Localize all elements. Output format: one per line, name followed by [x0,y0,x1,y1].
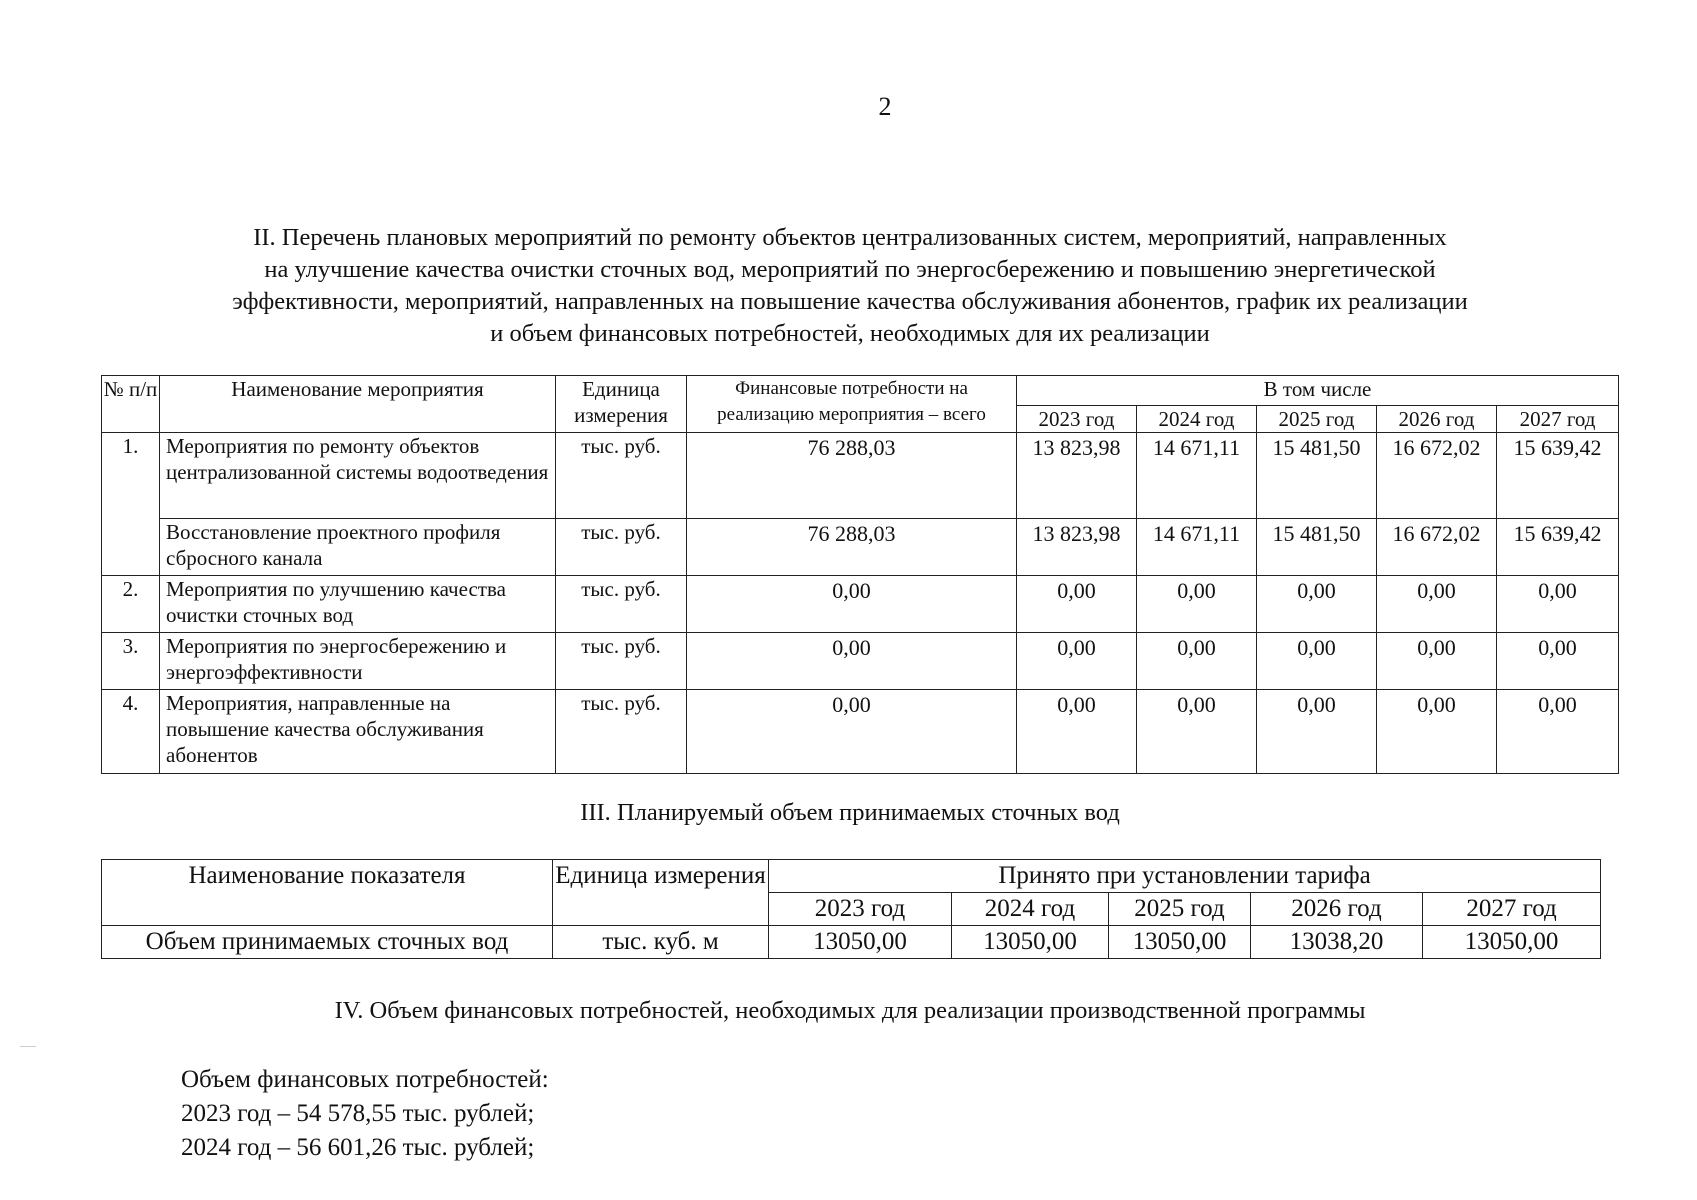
volume-header-year: 2025 год [1109,893,1251,926]
scan-mark [20,1046,36,1047]
section-4-heading: IV. Объем финансовых потребностей, необходимых для реализации производственной программы [334,997,1366,1024]
table-row [102,519,1619,576]
volume-unit: тыс. куб. м [553,926,769,959]
row-num: 4. [102,690,160,774]
volume-header-row [102,860,1601,893]
section-2-heading-line: на улучшение качества очистки сточных вод, мероприятий по энергосбережению и повышению энергетической [264,256,1436,283]
table-row [102,576,1619,633]
row-year-value: 15 639,42 [1497,519,1619,576]
row-num: 2. [102,576,160,633]
row-total: 0,00 [687,690,1017,774]
header-year: 2023 год [1017,406,1137,433]
row-year-value: 0,00 [1377,690,1497,774]
row-year-value: 15 639,42 [1497,433,1619,519]
header-year: 2024 год [1137,406,1257,433]
row-name: Мероприятия, направленные на повышение качества обслуживания абонентов [160,690,556,774]
finance-summary [181,1063,549,1165]
row-year-value: 0,00 [1497,576,1619,633]
volume-table [101,859,1601,959]
row-total: 0,00 [687,633,1017,690]
section-2-heading-line: эффективности, мероприятий, направленных на повышение качества обслуживания абонентов, график их реализации [232,288,1468,315]
row-year-value: 16 672,02 [1377,519,1497,576]
row-unit: тыс. руб. [556,519,687,576]
row-total: 76 288,03 [687,519,1017,576]
row-name: Мероприятия по улучшению качества очистки сточных вод [160,576,556,633]
finance-line: 2024 год – 56 601,26 тыс. рублей; [181,1134,535,1161]
header-year: 2025 год [1257,406,1377,433]
row-total: 0,00 [687,576,1017,633]
section-2-heading-line: и объем финансовых потребностей, необходимых для их реализации [490,320,1210,347]
section-2-heading-line: II. Перечень плановых мероприятий по ремонту объектов централизованных систем, мероприятий, направленных [253,224,1447,251]
row-year-value: 0,00 [1377,633,1497,690]
row-year-value: 0,00 [1497,690,1619,774]
row-year-value: 0,00 [1017,633,1137,690]
row-unit: тыс. руб. [556,576,687,633]
row-year-value: 16 672,02 [1377,433,1497,519]
row-num: 1. [102,433,160,519]
row-name: Мероприятия по энергосбережению и энергоэффективности [160,633,556,690]
volume-header-year: 2023 год [769,893,952,926]
row-year-value: 0,00 [1137,576,1257,633]
row-unit: тыс. руб. [556,433,687,519]
row-year-value: 0,00 [1137,633,1257,690]
volume-value: 13038,20 [1251,926,1423,959]
volume-header-year: 2026 год [1251,893,1423,926]
header-unit: Единица измерения [556,376,687,433]
row-unit: тыс. руб. [556,633,687,690]
page-number: 2 [878,92,892,121]
volume-indicator: Объем принимаемых сточных вод [102,926,553,959]
row-year-value: 0,00 [1497,633,1619,690]
row-name: Мероприятия по ремонту объектов централизованной системы водоотведения [160,433,556,519]
row-year-value: 13 823,98 [1017,433,1137,519]
section-2-heading [100,222,1600,350]
header-num: № п/п [102,376,160,433]
table-row [102,926,1601,959]
volume-value: 13050,00 [769,926,952,959]
volume-value: 13050,00 [1109,926,1251,959]
row-year-value: 15 481,50 [1257,433,1377,519]
table-row [102,433,1619,519]
header-year: 2026 год [1377,406,1497,433]
row-year-value: 0,00 [1017,576,1137,633]
row-year-value: 0,00 [1137,690,1257,774]
row-num [102,519,160,576]
row-num: 3. [102,633,160,690]
header-name: Наименование мероприятия [160,376,556,433]
row-year-value: 0,00 [1257,633,1377,690]
row-year-value: 14 671,11 [1137,519,1257,576]
header-total: Финансовые потребности на реализацию мероприятия – всего [687,376,1017,433]
row-year-value: 0,00 [1257,576,1377,633]
volume-value: 13050,00 [1423,926,1601,959]
measures-table [101,375,1619,774]
row-year-value: 15 481,50 [1257,519,1377,576]
section-3-heading: III. Планируемый объем принимаемых сточных вод [580,799,1120,826]
table-row [102,690,1619,774]
header-row [102,376,1619,406]
volume-header-accepted: Принято при установлении тарифа [769,860,1601,893]
row-unit: тыс. руб. [556,690,687,774]
row-total: 76 288,03 [687,433,1017,519]
row-name: Восстановление проектного профиля сбросного канала [160,519,556,576]
volume-header-unit: Единица измерения [553,860,769,926]
volume-header-indicator: Наименование показателя [102,860,553,926]
volume-value: 13050,00 [952,926,1109,959]
header-year: 2027 год [1497,406,1619,433]
row-year-value: 0,00 [1377,576,1497,633]
finance-line: 2023 год – 54 578,55 тыс. рублей; [181,1100,535,1127]
header-including: В том числе [1017,376,1619,406]
table-row [102,633,1619,690]
volume-header-year: 2024 год [952,893,1109,926]
row-year-value: 0,00 [1257,690,1377,774]
volume-header-year: 2027 год [1423,893,1601,926]
finance-line: Объем финансовых потребностей: [181,1066,549,1093]
row-year-value: 14 671,11 [1137,433,1257,519]
row-year-value: 0,00 [1017,690,1137,774]
row-year-value: 13 823,98 [1017,519,1137,576]
